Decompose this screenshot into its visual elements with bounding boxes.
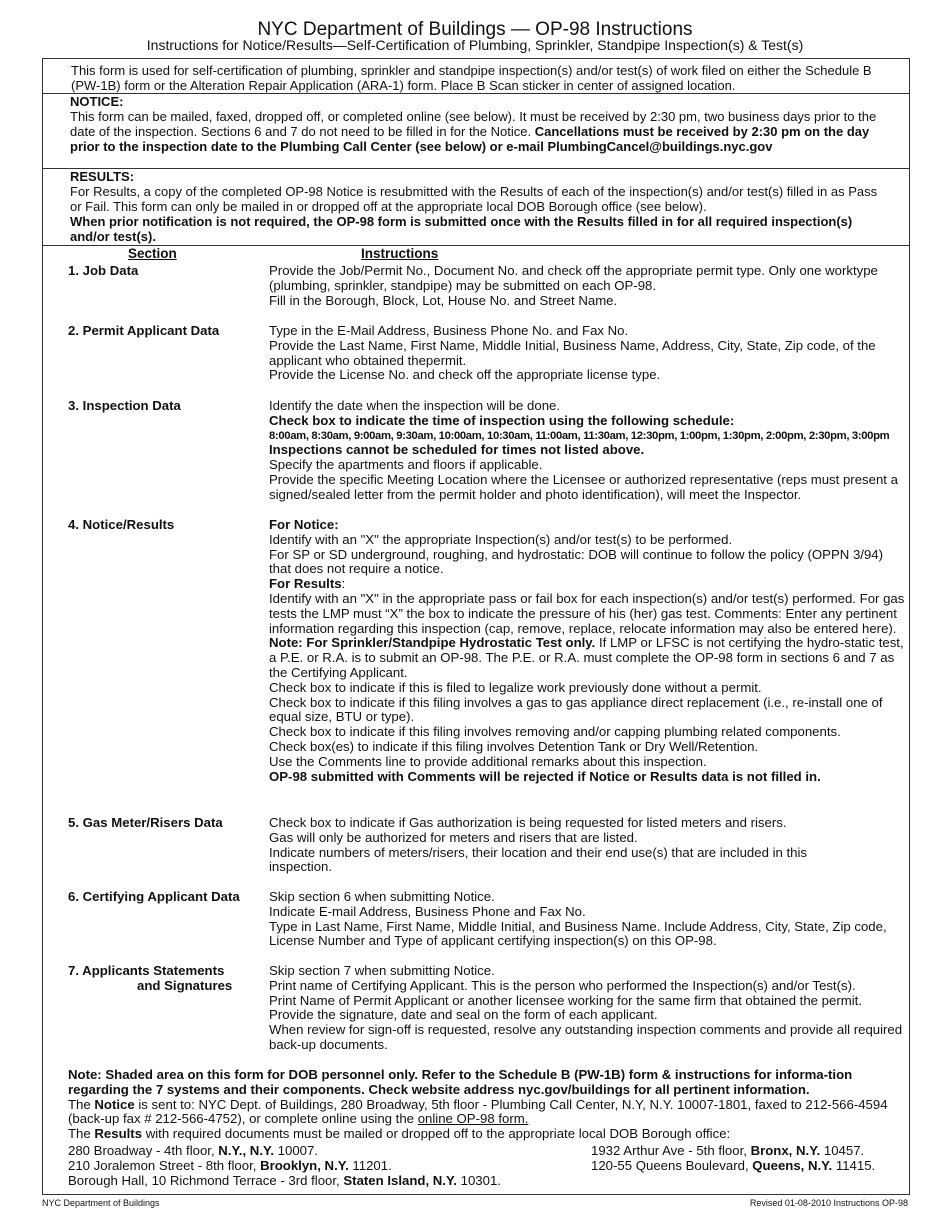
page-title: NYC Department of Buildings — OP-98 Instructions [257,19,693,40]
section-4-note: Note: For Sprinkler/Standpipe Hydrostatic Test only. [269,635,596,651]
results-heading: RESULTS: [70,169,135,184]
column-header-instructions: Instructions [361,246,439,261]
section-4-line: Use the Comments line to provide additional remarks about this inspection. [269,753,707,769]
footer-note-notice: Notice [94,1096,135,1112]
section-7-label [68,964,258,994]
section-4-line: For Notice: [269,517,339,532]
section-4-line: Check box(es) to indicate if this filing involves Detention Tank or Dry Well/Retention. [269,738,759,754]
intro-text: This form is used for self-certification of plumbing, sprinkler and standpipe inspection(s) and/or test(s) of work filed on either the Schedule B (PW-1B) form or the Alteration Repair Application (ARA-1) form. Place B Scan sticker in center of assigned location. [71,63,872,93]
address-staten-island [68,1173,501,1188]
address-street: 280 Broadway - 4th floor, [68,1143,219,1158]
section-4-line: Check box to indicate if this is filed to legalize work previously done without a permit. [269,679,762,695]
footer-right: Revised 01-08-2010 Instructions OP-98 [749,1198,908,1208]
footer-note-text: is sent to: NYC Dept. of Buildings, 280 Broadway, 5th floor - Plumbing Call Center, N.Y, N.Y. 10007-1801, faxed to 212-566-4594 (back-up fax # 212-566-4752), or complete online using the [68,1096,888,1127]
address-bronx [591,1143,864,1158]
section-1-line: Provide the Job/Permit No., Document No. and check off the appropriate permit type. Only one worktype (plumbing, sprinkler, standpipe) may be submitted on each OP-98. [269,263,878,293]
address-street: Borough Hall, 10 Richmond Terrace - 3rd floor, [68,1173,344,1188]
address-zip: 10007. [273,1143,318,1158]
footer-note-text: The [68,1096,95,1112]
footer-note [68,1068,898,1142]
results-bold: When prior notification is not required, the OP-98 form is submitted once with the Results filled in for all required inspection(s) and/or test(s). [70,214,853,244]
footer-note-text: The [68,1126,95,1142]
section-2-line: Provide the Last Name, First Name, Middle Initial, Business Name, Address, City, State, Zip code, of the applicant who obtained thepermit. [269,337,876,368]
notice-block [70,94,891,154]
section-4-line: If LMP or LFSC is not certifying the hydro-static test, a P.E. or R.A. is to submit an OP-98. The P.E. or R.A. must complete the OP-98 form in sections 6 and 7 as the Certifying Applicant. [269,635,904,680]
address-street: 210 Joralemon Street - 8th floor, [68,1158,261,1173]
address-city: Queens, N.Y. [752,1158,833,1173]
section-2-line: Type in the E-Mail Address, Business Phone No. and Fax No. [269,323,629,338]
results-text: For Results, a copy of the completed OP-98 Notice is resubmitted with the Results of each of the inspection(s) and/or test(s) filled in as Pass or Fail. This form can only be mailed in or dropped off at the appropriate local DOB Borough office (see below). [70,184,878,214]
address-zip: 11201. [348,1158,392,1173]
address-brooklyn [68,1158,392,1173]
footer-left: NYC Department of Buildings [42,1198,160,1208]
section-7-line: When review for sign-off is requested, resolve any outstanding inspection comments and provide all required back-up documents. [269,1022,903,1052]
section-6-line: Skip section 6 when submitting Notice. [269,889,495,904]
notice-text: This form can be mailed, faxed, dropped off, or completed online (see below). It must be received by 2:30 pm, two business days prior to the date of the inspection. Sections 6 and 7 do not need to be filled in for the Notice. [70,109,877,139]
address-street: 120-55 Queens Boulevard, [591,1158,753,1173]
address-queens [591,1158,875,1173]
section-3-line: Specify the apartments and floors if applicable. [269,457,543,473]
section-7-line: Skip section 7 when submitting Notice. [269,963,495,978]
section-5-label: 5. Gas Meter/Risers Data [68,815,223,830]
footer-note-results: Results [94,1126,143,1142]
section-6-label: 6. Certifying Applicant Data [68,889,240,904]
footer-note-text: with required documents must be mailed or dropped off to the appropriate local DOB Borough office: [142,1126,731,1142]
section-4-line: OP-98 submitted with Comments will be rejected if Notice or Results data is not filled in. [269,768,821,784]
section-4-line: Identify with an "X" in the appropriate pass or fail box for each inspection(s) and/or test(s) performed. For gas tests the LMP must “X” the box to indicate the pressure of his (her) gas test. Comments: Enter any pertinent information regarding this inspection (cap, remove, replace, relocate information may also be entered here). [269,590,905,636]
footer-note-bold: Note: Shaded area on this form for DOB personnel only. Refer to the Schedule B (PW-1B) form & instructions for informa-tion regarding the 7 systems and their components. Check website address nyc.gov/buildings for all pertinent information. [68,1067,853,1097]
section-7-line: Print Name of Permit Applicant or another licensee working for the same firm that obtained the permit. [269,992,862,1008]
section-6-line: Indicate E-mail Address, Business Phone and Fax No. [269,903,586,919]
online-op98-link[interactable]: online OP-98 form. [417,1111,529,1127]
address-manhattan [68,1143,318,1158]
column-header-section: Section [128,246,177,261]
section-7-line: Provide the signature, date and seal on the form of each applicant. [269,1007,658,1023]
address-city: Bronx, N.Y. [750,1143,821,1158]
section-7-label-line1: 7. Applicants Statements [68,963,225,978]
section-5-line: Check box to indicate if Gas authorization is being requested for listed meters and risers. [269,815,787,830]
section-7-label-line2: and Signatures [137,977,233,993]
section-4-results-heading: For Results [269,576,342,592]
address-zip: 10457. [820,1143,865,1158]
section-3-line: Provide the specific Meeting Location where the Licensee or authorized representative (reps must present a signed/sealed letter from the permit holder and photo identification), will meet the Inspector. [269,471,898,502]
address-zip: 11415. [832,1158,876,1173]
address-city: Brooklyn, N.Y. [260,1158,349,1173]
section-4-line: Check box to indicate if this filing involves removing and/or capping plumbing related components. [269,724,841,740]
section-5-line: Indicate numbers of meters/risers, their location and their end use(s) that are included in this inspection. [269,844,808,875]
section-6-line: Type in Last Name, First Name, Middle Initial, and Business Name. Include Address, City, State, Zip code, License Number and Type of applicant certifying inspection(s) on this OP-98. [269,918,887,949]
section-1-label: 1. Job Data [68,263,139,278]
address-city: Staten Island, N.Y. [343,1173,457,1188]
results-block [70,169,891,244]
section-3-line: Check box to indicate the time of inspection using the following schedule: [269,412,735,428]
section-4-colon: : [341,576,346,592]
section-3-line: Identify the date when the inspection will be done. [269,398,561,413]
inspection-schedule: 8:00am, 8:30am, 9:00am, 9:30am, 10:00am, 10:30am, 11:00am, 11:30am, 12:30pm, 1:00pm, 1:30pm, 2:00pm, 2:30pm, 3:00pm [269,429,890,442]
page-subtitle: Instructions for Notice/Results—Self-Certification of Plumbing, Sprinkler, Standpipe Inspection(s) & Test(s) [146,37,804,53]
address-street: 1932 Arthur Ave - 5th floor, [591,1143,751,1158]
section-2-line: Provide the License No. and check off the appropriate license type. [269,367,661,383]
address-zip: 10301. [456,1173,501,1188]
section-3-label: 3. Inspection Data [68,398,181,413]
address-city: N.Y., N.Y. [218,1143,274,1158]
section-4-label: 4. Notice/Results [68,517,175,532]
section-5-line: Gas will only be authorized for meters and risers that are listed. [269,829,638,845]
notice-heading: NOTICE: [70,94,124,109]
section-3-line: Inspections cannot be scheduled for times not listed above. [269,442,645,458]
section-7-line: Print name of Certifying Applicant. This is the person who performed the Inspection(s) and/or Test(s). [269,977,856,993]
section-4-line: Identify with an "X" the appropriate Inspection(s) and/or test(s) to be performed. [269,531,733,547]
section-4-line: Check box to indicate if this filing involves a gas to gas appliance direct replacement (i.e., re-install one of equal size, BTU or type). [269,694,883,725]
section-1-line: Fill in the Borough, Block, Lot, House No. and Street Name. [269,292,618,308]
section-2-label: 2. Permit Applicant Data [68,323,220,338]
notice-cancellation: Cancellations must be received by 2:30 pm on the day prior to the inspection date to the Plumbing Call Center (see below) or e-mail PlumbingCancel@buildings.nyc.gov [70,124,870,154]
section-4-line: For SP or SD underground, roughing, and hydrostatic: DOB will continue to follow the policy (OPPN 3/94) that does not require a notice. [269,546,884,577]
